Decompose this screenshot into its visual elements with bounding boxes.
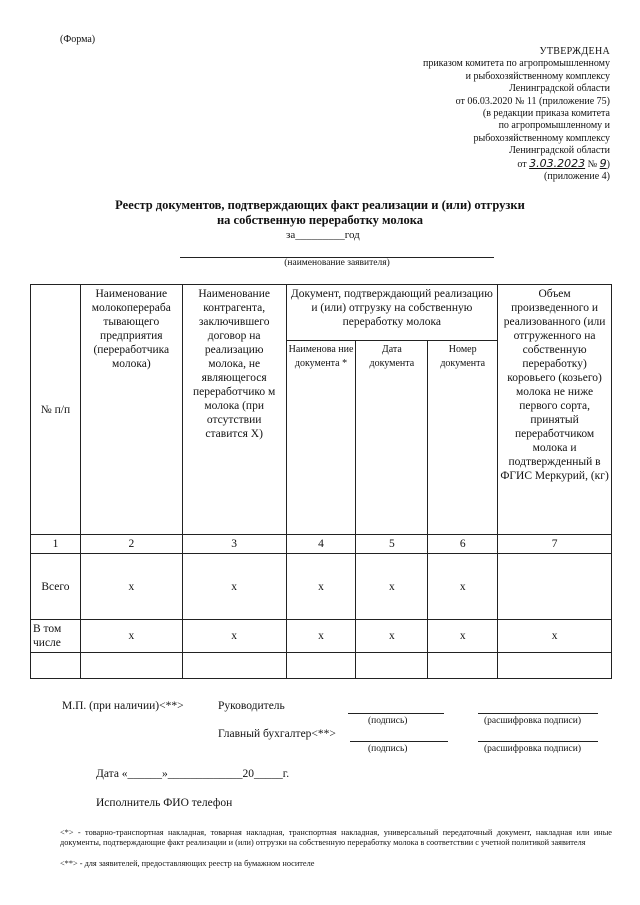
table-cell: x — [80, 554, 182, 620]
applicant-caption: (наименование заявителя) — [284, 258, 390, 268]
table-row-total — [31, 554, 612, 620]
approval-block — [310, 46, 610, 183]
handwritten-number: 9 — [599, 156, 607, 170]
signature-caption: (подпись) — [368, 744, 408, 754]
col-number: 3 — [182, 535, 286, 554]
table-cell: x — [356, 554, 428, 620]
decoding-caption: (расшифровка подписи) — [484, 716, 581, 726]
accountant-label: Главный бухгалтер<**> — [218, 728, 336, 740]
table-cell: x — [182, 554, 286, 620]
mp-label: М.П. (при наличии)<**> — [62, 700, 184, 712]
registry-table — [30, 284, 612, 679]
col-number: 2 — [80, 535, 182, 554]
approval-title: УТВЕРЖДЕНА — [539, 46, 610, 57]
table-cell: x — [182, 620, 286, 653]
page-title: Реестр документов, подтверждающих факт реализации и (или) отгрузки на собственную переработку молока — [115, 198, 525, 227]
table-row-including — [31, 620, 612, 653]
table-cell: x — [428, 620, 498, 653]
col-number: 4 — [286, 535, 356, 554]
director-label: Руководитель — [218, 700, 285, 712]
executor-line: Исполнитель ФИО телефон — [96, 797, 233, 809]
table-cell: x — [428, 554, 498, 620]
director-signature-line — [348, 713, 444, 714]
approval-line: рыбохозяйственному комплексу — [473, 132, 610, 144]
header-doc-date: Дата документа — [356, 341, 428, 535]
table-cell: x — [286, 554, 356, 620]
header-num: № п/п — [31, 285, 81, 535]
col-number: 5 — [356, 535, 428, 554]
table-cell: x — [356, 620, 428, 653]
footnote-2: <**> - для заявителей, предоставляющих реестр на бумажном носителе — [60, 859, 315, 868]
table-cell — [498, 554, 612, 620]
header-doc-number: Номер документа — [428, 341, 498, 535]
header-counterparty: Наименование контрагента, заключившего договор на реализацию молока, не являющегося переработчико м молока (при отсутствии ставится Х) — [182, 285, 286, 535]
header-processor: Наименование молокоперераба тывающего предприятия (переработчика молока) — [80, 285, 182, 535]
handwritten-date: 3.03.2023 — [529, 156, 586, 170]
approval-line: по агропромышленному и — [498, 120, 610, 132]
decoding-caption: (расшифровка подписи) — [484, 744, 581, 754]
approval-order-ref: от 3.03.2023 № 9) — [517, 156, 610, 170]
period-line: за_________год — [286, 229, 360, 241]
approval-line: приказом комитета по агропромышленному — [422, 58, 610, 70]
approval-line: и рыбохозяйственному комплексу — [465, 70, 610, 82]
accountant-decoding-line — [478, 741, 598, 742]
table-cell: x — [498, 620, 612, 653]
form-label: (Форма) — [60, 34, 96, 45]
row-label-total: Всего — [31, 554, 81, 620]
footnote-1: <*> - товарно-транспортная накладная, товарная накладная, транспортная накладная, универсальный передаточный документ, накладная или иные документы, подтверждающие факт реализации и (или) отгрузки на собственную переработку молока в соответствии с учетной политикой заявителя — [60, 828, 612, 848]
signature-caption: (подпись) — [368, 716, 408, 726]
approval-line: Ленинградской области — [509, 83, 610, 95]
header-document-group: Документ, подтверждающий реализацию и (или) отгрузку на собственную переработку молока — [286, 285, 498, 341]
table-row — [31, 653, 612, 679]
header-volume: Объем произведенного и реализованного (или отгруженного на собственную переработку) коровьего (козьего) молока не ниже первого сорта, принятый переработчиком молока и подтвержденный в ФГИС Меркурий, (кг) — [498, 285, 612, 535]
approval-line: (в редакции приказа комитета — [482, 108, 610, 120]
row-label-including: В том числе — [31, 620, 81, 653]
col-number: 6 — [428, 535, 498, 554]
date-line: Дата «______»_____________20_____г. — [96, 768, 290, 780]
approval-appendix: (приложение 4) — [544, 171, 610, 183]
accountant-signature-line — [350, 741, 448, 742]
approval-line: Ленинградской области — [509, 145, 610, 157]
col-number: 7 — [498, 535, 612, 554]
header-doc-name: Наименова ние документа * — [286, 341, 356, 535]
table-cell: x — [286, 620, 356, 653]
approval-line: от 06.03.2020 № 11 (приложение 75) — [455, 95, 610, 107]
col-number: 1 — [31, 535, 81, 554]
table-cell: x — [80, 620, 182, 653]
director-decoding-line — [478, 713, 598, 714]
